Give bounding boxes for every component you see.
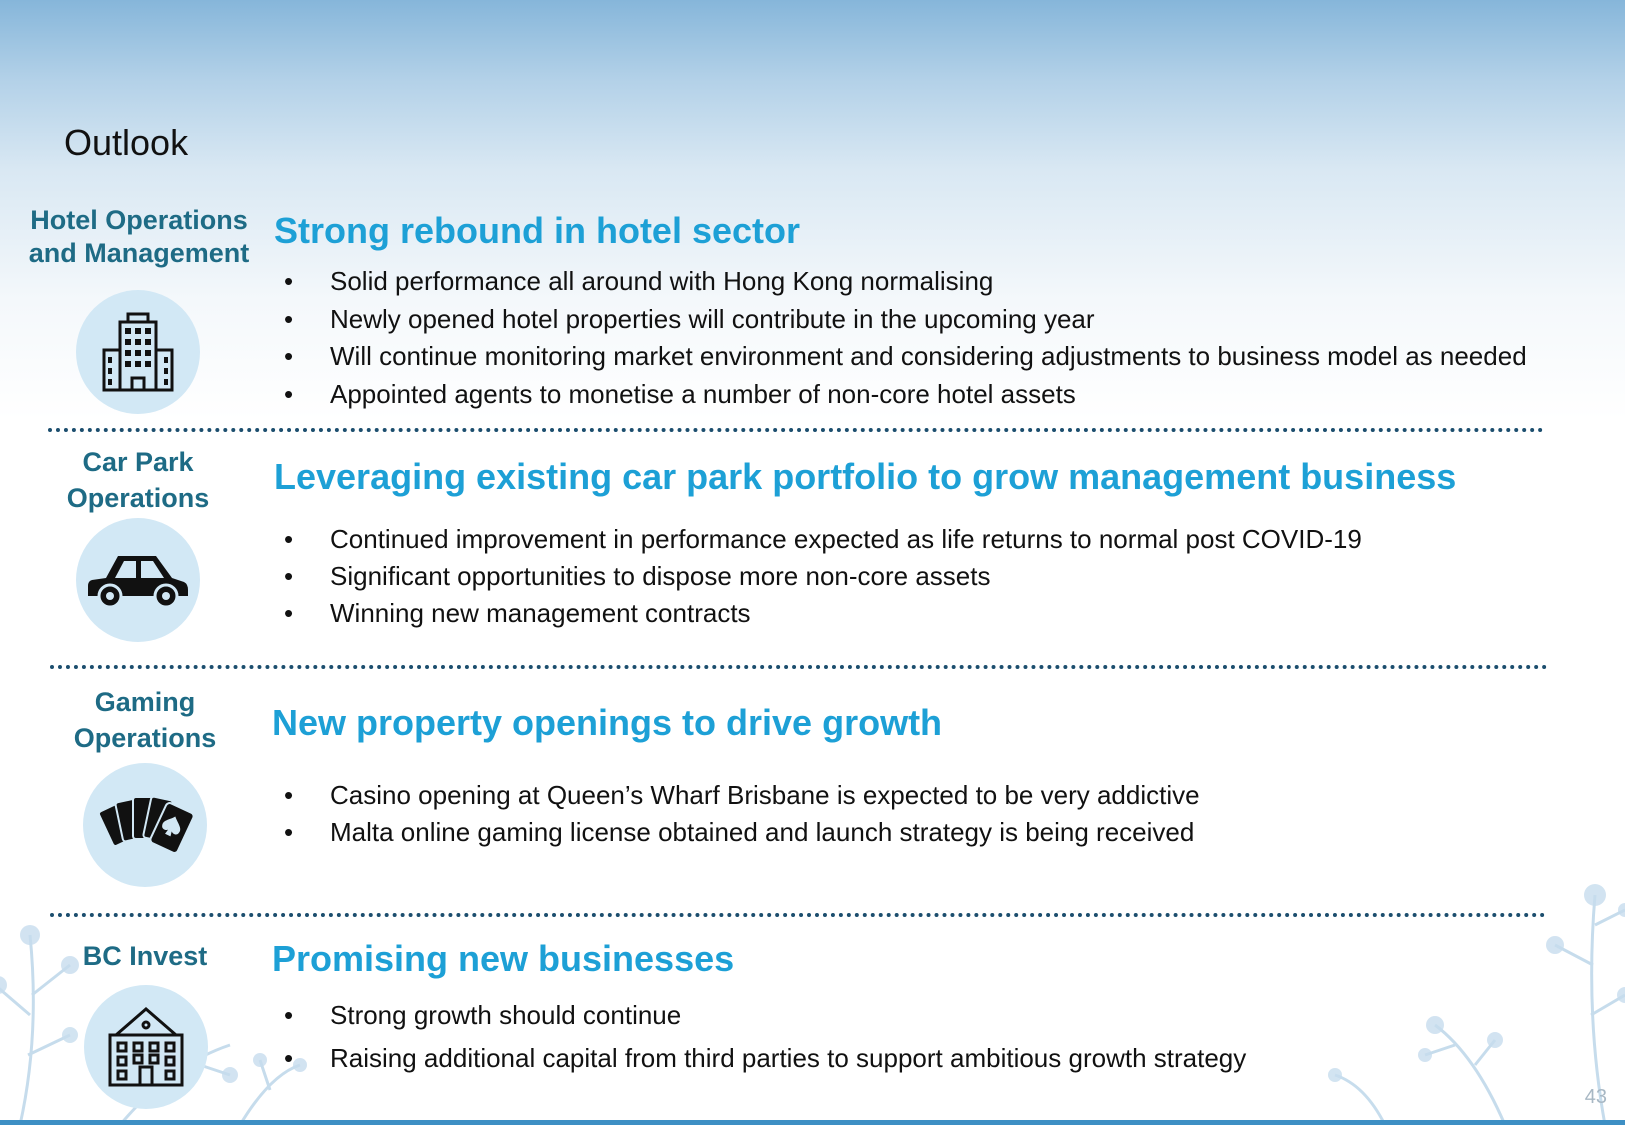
list-item: [278, 379, 1527, 417]
icon-circle: [76, 290, 200, 414]
bullet-marker: •: [284, 817, 294, 847]
bullet-list: [278, 1000, 1246, 1086]
bullet-text: Casino opening at Queen’s Wharf Brisbane is expected to be very addictive: [330, 780, 1200, 810]
section-divider: [50, 913, 1546, 917]
bullet-marker: •: [284, 1043, 294, 1073]
list-item: [278, 780, 1200, 817]
segment-label-line: and Management: [28, 238, 250, 268]
bullet-text: Continued improvement in performance expected as life returns to normal post COVID-19: [330, 524, 1362, 554]
bullet-marker: •: [284, 780, 294, 810]
segment-label-car-park: [40, 444, 236, 516]
hotel-building-icon: [98, 310, 178, 394]
segment-label-line: Car Park: [82, 447, 194, 477]
bullet-text: Newly opened hotel properties will contribute in the upcoming year: [330, 303, 1095, 334]
bullet-text: Raising additional capital from third parties to support ambitious growth strategy: [330, 1043, 1247, 1073]
playing-cards-icon: [97, 792, 193, 858]
bullet-text: Winning new management contracts: [330, 598, 751, 628]
section-heading: New property openings to drive growth: [272, 702, 943, 743]
segment-label-line: BC Invest: [82, 941, 208, 971]
segment-label-line: Operations: [66, 483, 210, 513]
list-item: [278, 561, 1362, 598]
icon-circle: [83, 763, 207, 887]
bullet-text: Will continue monitoring market environment and considering adjustments to business model as needed: [330, 341, 1527, 371]
bullet-text: Solid performance all around with Hong Kong normalising: [330, 266, 994, 296]
page-number: 43: [1584, 1086, 1607, 1108]
bullet-text: Significant opportunities to dispose more non-core assets: [330, 561, 991, 591]
icon-circle: [76, 518, 200, 642]
list-item: [278, 266, 1527, 304]
segment-label-line: Gaming: [94, 687, 196, 717]
segment-label-line: Operations: [73, 723, 217, 753]
bullet-list: [278, 524, 1362, 635]
bullet-text: Malta online gaming license obtained and launch strategy is being received: [330, 817, 1195, 847]
list-item: [278, 341, 1527, 379]
bullet-list: [278, 780, 1200, 854]
bullet-marker: •: [284, 1000, 294, 1030]
bullet-marker: •: [284, 524, 294, 554]
bullet-text: Appointed agents to monetise a number of non-core hotel assets: [330, 378, 1076, 409]
list-item: [278, 1043, 1246, 1086]
section-divider: [48, 428, 1544, 432]
bullet-marker: •: [284, 341, 294, 371]
section-heading: Leveraging existing car park portfolio to grow management business: [274, 456, 1457, 497]
segment-label-line: Hotel Operations: [30, 205, 248, 235]
bullet-marker: •: [284, 561, 294, 591]
icon-circle: [84, 985, 208, 1109]
list-item: [278, 598, 1362, 635]
list-item: [278, 524, 1362, 561]
car-icon: [86, 550, 190, 610]
bullet-text: Strong growth should continue: [330, 1000, 682, 1030]
bullet-marker: •: [284, 378, 294, 409]
bullet-marker: •: [284, 598, 294, 628]
list-item: [278, 304, 1527, 342]
decorative-foliage-right: [1325, 865, 1625, 1125]
section-heading: Strong rebound in hotel sector: [274, 210, 801, 251]
section-heading: Promising new businesses: [272, 938, 735, 979]
bullet-marker: •: [284, 266, 294, 296]
office-building-icon: [104, 1005, 188, 1089]
list-item: [278, 817, 1200, 854]
bullet-list: [278, 266, 1527, 416]
segment-label-bc-invest: [44, 940, 246, 973]
segment-label-gaming: [44, 684, 246, 756]
segment-label-hotel: [26, 204, 252, 270]
bottom-accent-bar: [0, 1120, 1625, 1125]
list-item: [278, 1000, 1246, 1043]
bullet-marker: •: [284, 303, 294, 334]
page-title: Outlook: [64, 122, 189, 163]
section-divider: [50, 665, 1548, 669]
